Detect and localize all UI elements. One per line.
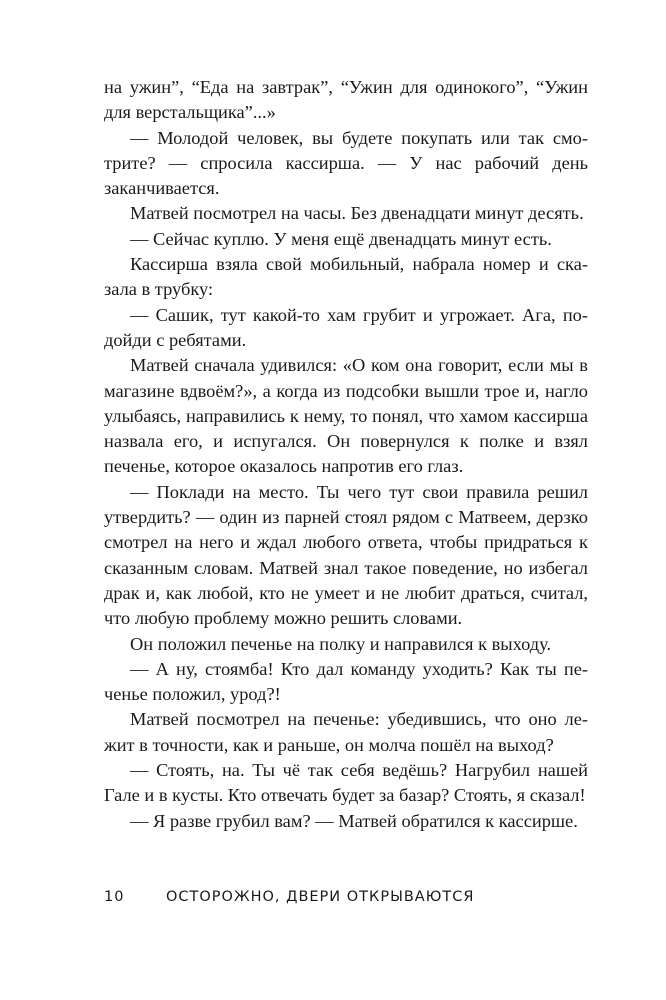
page-number: 10 — [104, 889, 125, 905]
paragraph-8: — Поклади на место. Ты чего тут свои правила решил утвердить? — один из парней стоял рядом с Матвеем, дерзко смотрел на него и ждал любого ответа, чтобы придраться к сказанным словам. Матвей знал такое поведение, но избегал драк и, как любой, кто не умеет и не любит драться, считал, что любую проблему можно решить словами. — [104, 481, 588, 629]
paragraph-1: на ужин”, “Еда на завтрак”, “Ужин для одинокого”, “Ужин для верстальщика”...» — [104, 77, 588, 123]
paragraph-10: — А ну, стоямба! Кто дал команду уходить? Как ты печенье положил, урод?! — [104, 658, 588, 705]
paragraph-4: — Сейчас куплю. У меня ещё двенадцать минут есть. — [130, 228, 552, 249]
paragraph-6: — Сашик, тут какой-то хам грубит и угрожает. Ага, подойди с ребятами. — [104, 304, 588, 350]
paragraph-9: Он положил печенье на полку и направился к выходу. — [130, 633, 552, 654]
paragraph-7: Матвей сначала удивился: «О ком она говорит, если мы в магазине вдвоём?», а когда из подсобки вышли трое и, нагло улыбаясь, направились к нему, то понял, что хамом кассирша назвала его, и испугался. Он повернулся к полке и взял печенье, которое оказалось напротив его глаз. — [104, 355, 588, 477]
page-body-text — [104, 75, 588, 834]
paragraph-13: — Я разве грубил вам? — Матвей обратился к кассирше. — [130, 810, 578, 831]
page-footer — [104, 886, 588, 908]
paragraph-12: — Стоять, на. Ты чё так себя ведёшь? Нагрубил нашей Гале и в кусты. Кто отвечать будет за базар? Стоять, я сказал! — [104, 760, 588, 806]
running-title: ОСТОРОЖНО, ДВЕРИ ОТКРЫВАЮТСЯ — [166, 889, 475, 905]
paragraph-3: Матвей посмотрел на часы. Без двенадцати минут десять. — [130, 203, 584, 224]
paragraph-5: Кассирша взяла свой мобильный, набрала номер и сказала в трубку: — [104, 254, 588, 300]
paragraph-11: Матвей посмотрел на печенье: убедившись, что оно лежит в точности, как и раньше, он молча пошёл на выход? — [104, 709, 588, 755]
paragraph-2: — Молодой человек, вы будете покупать или так смотрите? — спросила кассирша. — У нас рабочий день заканчивается. — [104, 127, 588, 199]
